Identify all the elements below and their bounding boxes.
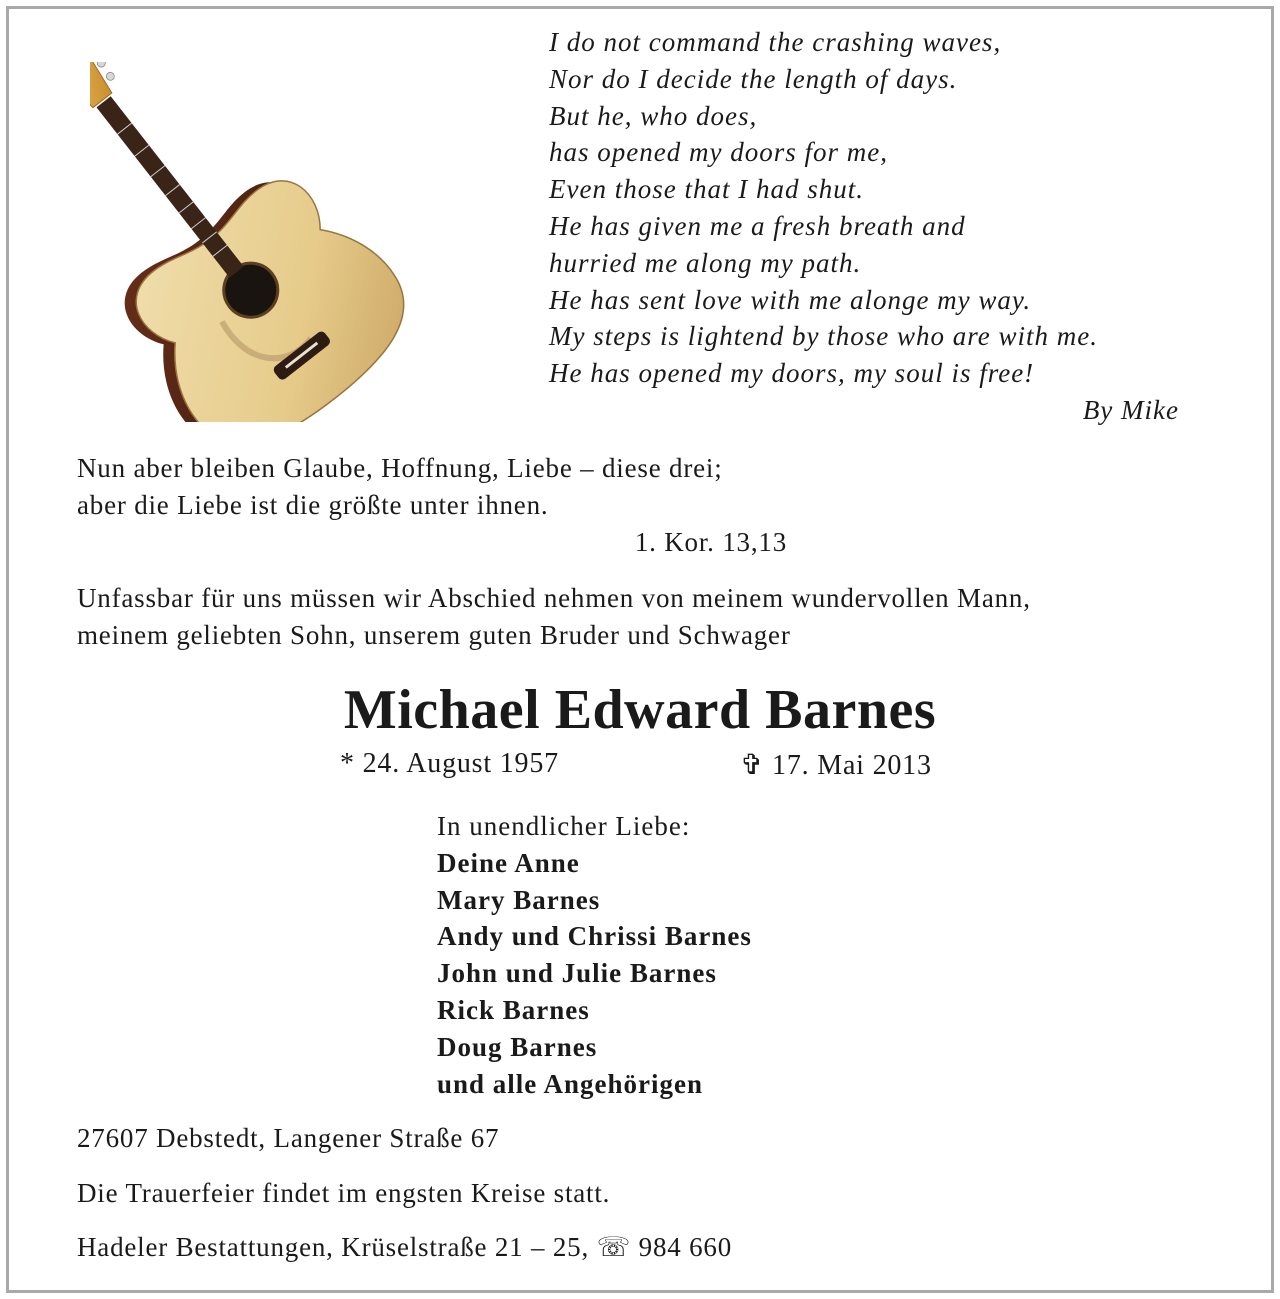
funeral-home: Hadeler Bestattungen, Krüselstraße 21 – 25, ☏ 984 660 bbox=[77, 1232, 733, 1262]
mourner-name: Mary Barnes bbox=[437, 884, 601, 915]
mourner-name: Doug Barnes bbox=[437, 1031, 598, 1062]
poem-line: He has opened my doors, my soul is free! bbox=[549, 358, 1035, 389]
deceased-name: Michael Edward Barnes bbox=[343, 679, 937, 741]
poem-line: Nor do I decide the length of days. bbox=[549, 63, 958, 94]
bible-verse bbox=[77, 450, 797, 560]
poem-line: He has sent love with me alonge my way. bbox=[549, 284, 1032, 315]
poem-line: has opened my doors for me, bbox=[549, 137, 888, 168]
verse-reference: 1. Kor. 13,13 bbox=[634, 526, 787, 557]
poem bbox=[549, 24, 1189, 429]
poem-line: But he, who does, bbox=[549, 100, 758, 131]
announcement-line-1: Unfassbar für uns müssen wir Abschied nehmen von meinem wundervollen Mann, bbox=[77, 583, 1031, 613]
mourner-name: Deine Anne bbox=[437, 847, 580, 878]
poem-author: By Mike bbox=[1082, 394, 1179, 425]
mourner-name: John und Julie Barnes bbox=[437, 958, 717, 989]
announcement-text bbox=[77, 580, 1207, 654]
poem-line: hurried me along my path. bbox=[549, 247, 862, 278]
poem-line: He has given me a fresh breath and bbox=[549, 210, 966, 241]
poem-line: Even those that I had shut. bbox=[549, 174, 864, 205]
mourner-name: Rick Barnes bbox=[437, 994, 590, 1025]
mourners-heading: In unendlicher Liebe: bbox=[437, 811, 691, 841]
address: 27607 Debstedt, Langener Straße 67 bbox=[77, 1123, 500, 1153]
poem-line: I do not command the crashing waves, bbox=[549, 27, 1002, 57]
mourner-name: Andy und Chrissi Barnes bbox=[437, 921, 752, 952]
mourners-list bbox=[437, 808, 937, 1102]
verse-line-1: Nun aber bleiben Glaube, Hoffnung, Liebe – diese drei; bbox=[77, 453, 723, 483]
announcement-line-2: meinem geliebten Sohn, unserem guten Bruder und Schwager bbox=[77, 619, 791, 650]
birth-date: * 24. August 1957 bbox=[340, 748, 559, 779]
ceremony-note: Die Trauerfeier findet im engsten Kreise statt. bbox=[77, 1178, 611, 1208]
poem-line: My steps is lightend by those who are with me. bbox=[549, 321, 1098, 352]
death-date: ✞ 17. Mai 2013 bbox=[740, 750, 932, 781]
verse-line-2: aber die Liebe ist die größte unter ihnen. bbox=[77, 489, 549, 520]
guitar-image bbox=[90, 62, 470, 422]
mourner-name: und alle Angehörigen bbox=[437, 1068, 704, 1099]
